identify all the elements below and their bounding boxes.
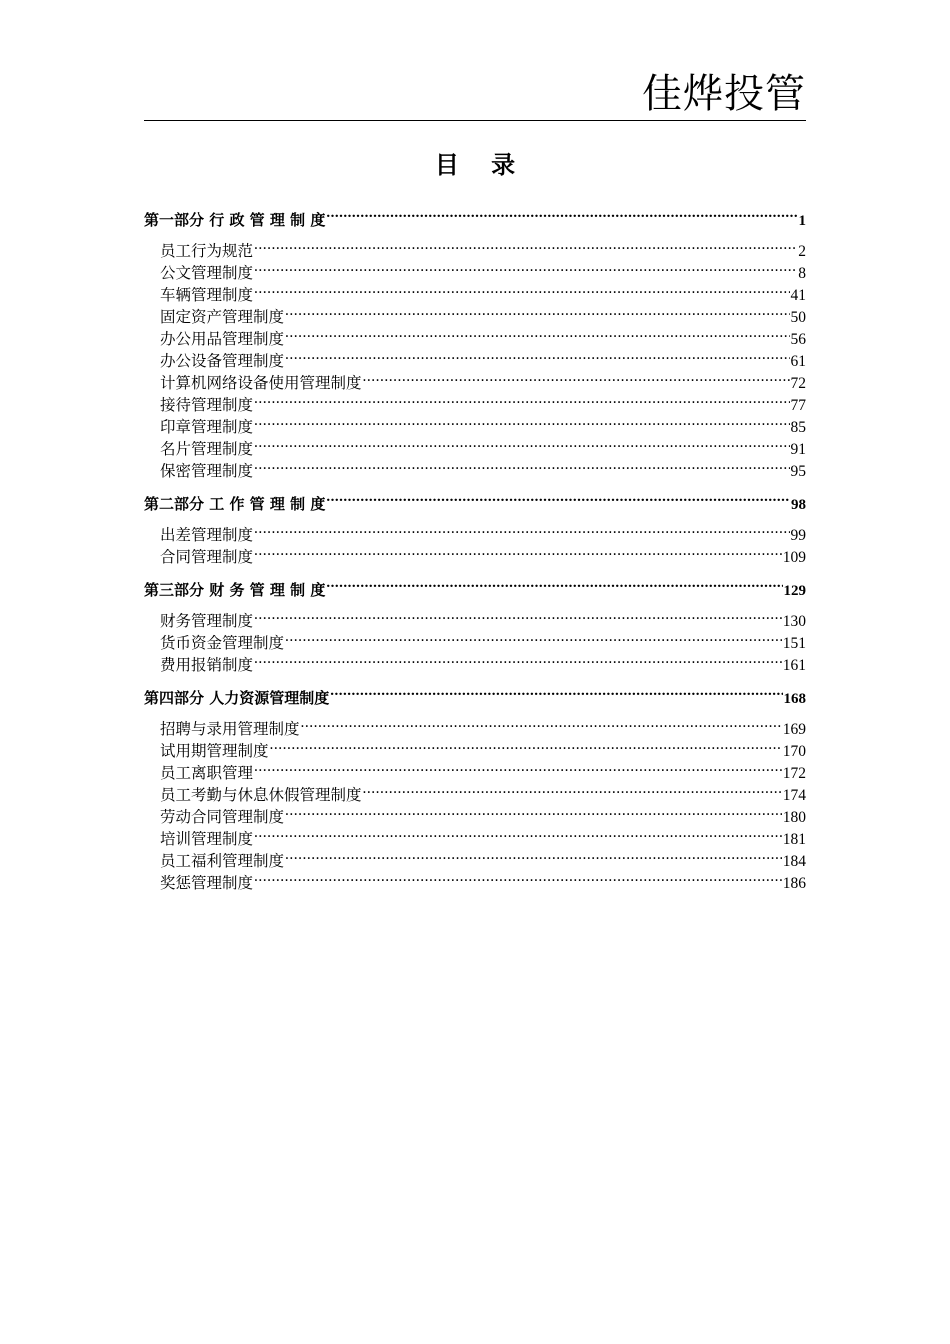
toc-page-number: 1 — [798, 213, 806, 229]
dot-leader — [254, 285, 789, 301]
toc-part-label: 第四部分 人力资源管理制度 — [144, 689, 330, 707]
toc-page-number: 172 — [782, 765, 806, 782]
toc-entry[interactable] — [144, 328, 806, 350]
toc-page-number: 180 — [782, 809, 806, 826]
toc-entry-label: 印章管理制度 — [160, 418, 254, 436]
toc-page-number: 2 — [798, 243, 806, 260]
toc-page-number: 181 — [782, 831, 806, 848]
toc-entry-label: 货币资金管理制度 — [160, 634, 285, 652]
toc-entry[interactable] — [144, 850, 806, 872]
toc-page-number: 56 — [790, 331, 806, 348]
toc-page-number: 85 — [790, 419, 806, 436]
toc-page-number: 61 — [790, 353, 806, 370]
toc-entry[interactable] — [144, 394, 806, 416]
dot-leader — [285, 633, 782, 649]
toc-part-heading[interactable] — [144, 492, 806, 516]
dot-leader — [326, 494, 790, 509]
toc-entry-label: 员工福利管理制度 — [160, 852, 285, 870]
toc-page-number: 98 — [791, 497, 806, 513]
toc-entry-label: 费用报销制度 — [160, 656, 254, 674]
toc-entry-label: 公文管理制度 — [160, 264, 254, 282]
toc-entry[interactable] — [144, 872, 806, 894]
toc-page-number: 130 — [782, 613, 806, 630]
dot-leader — [254, 395, 789, 411]
dot-leader — [254, 611, 782, 627]
toc-part-label: 第二部分 工 作 管 理 制 度 — [144, 495, 326, 513]
dot-leader — [285, 351, 789, 367]
toc-entry[interactable] — [144, 762, 806, 784]
toc-entry[interactable] — [144, 654, 806, 676]
dot-leader — [330, 688, 782, 703]
toc-entry-label: 财务管理制度 — [160, 612, 254, 630]
dot-leader — [270, 741, 782, 757]
toc-entry[interactable] — [144, 240, 806, 262]
toc-entry[interactable] — [144, 284, 806, 306]
toc-entry-label: 奖惩管理制度 — [160, 874, 254, 892]
dot-leader — [254, 763, 782, 779]
dot-leader — [285, 807, 782, 823]
dot-leader — [254, 241, 797, 257]
toc-entry-label: 计算机网络设备使用管理制度 — [160, 374, 362, 392]
dot-leader — [326, 580, 782, 595]
toc-entry-label: 试用期管理制度 — [160, 742, 269, 760]
toc-entry[interactable] — [144, 350, 806, 372]
toc-page-number: 99 — [790, 527, 806, 544]
toc-entry[interactable] — [144, 718, 806, 740]
toc-entry-label: 保密管理制度 — [160, 462, 254, 480]
toc-page-number: 8 — [798, 265, 806, 282]
page-header — [144, 68, 806, 121]
toc-entry[interactable] — [144, 740, 806, 762]
toc-page-number: 109 — [782, 549, 806, 566]
dot-leader — [254, 655, 782, 671]
toc-entry[interactable] — [144, 372, 806, 394]
toc-page-number: 170 — [782, 743, 806, 760]
dot-leader — [363, 785, 782, 801]
toc-entry-label: 出差管理制度 — [160, 526, 254, 544]
toc-part-items — [144, 610, 806, 676]
dot-leader — [254, 461, 789, 477]
toc-entry[interactable] — [144, 524, 806, 546]
dot-leader — [254, 525, 789, 541]
toc-entry-label: 固定资产管理制度 — [160, 308, 285, 326]
dot-leader — [254, 829, 782, 845]
toc-entry[interactable] — [144, 416, 806, 438]
toc-entry-label: 合同管理制度 — [160, 548, 254, 566]
toc-entry-label: 员工考勤与休息休假管理制度 — [160, 786, 362, 804]
toc-page-number: 161 — [782, 657, 806, 674]
toc-part-heading[interactable] — [144, 578, 806, 602]
toc-entry[interactable] — [144, 806, 806, 828]
toc-part-items — [144, 524, 806, 568]
company-name: 佳烨投管 — [642, 71, 806, 117]
toc-part-label: 第一部分 行 政 管 理 制 度 — [144, 211, 326, 229]
dot-leader — [254, 547, 782, 563]
toc-page-number: 168 — [783, 691, 806, 707]
toc-entry[interactable] — [144, 784, 806, 806]
dot-leader — [326, 210, 797, 225]
toc-title: 目 录 — [434, 151, 528, 179]
toc-page-number: 91 — [790, 441, 806, 458]
toc-entry[interactable] — [144, 438, 806, 460]
toc-entry[interactable] — [144, 306, 806, 328]
toc-entry[interactable] — [144, 460, 806, 482]
toc-part-heading[interactable] — [144, 208, 806, 232]
toc-part-items — [144, 718, 806, 894]
toc-entry[interactable] — [144, 610, 806, 632]
toc-entry-label: 员工离职管理 — [160, 764, 254, 782]
dot-leader — [254, 873, 782, 889]
toc-entry-label: 办公设备管理制度 — [160, 352, 285, 370]
toc-page-number: 184 — [782, 853, 806, 870]
toc-entry[interactable] — [144, 632, 806, 654]
dot-leader — [254, 417, 789, 433]
toc-part-heading[interactable] — [144, 686, 806, 710]
toc-entry-label: 车辆管理制度 — [160, 286, 254, 304]
toc-part-items — [144, 240, 806, 482]
toc-entry-label: 培训管理制度 — [160, 830, 254, 848]
dot-leader — [254, 263, 797, 279]
toc-page-number: 169 — [782, 721, 806, 738]
toc-entry[interactable] — [144, 828, 806, 850]
dot-leader — [363, 373, 790, 389]
toc-page-number: 50 — [790, 309, 806, 326]
toc-entry-label: 名片管理制度 — [160, 440, 254, 458]
toc-page-number: 151 — [782, 635, 806, 652]
toc-entry-label: 办公用品管理制度 — [160, 330, 285, 348]
toc-entry-label: 劳动合同管理制度 — [160, 808, 285, 826]
toc-entry[interactable] — [144, 546, 806, 568]
toc-page-number: 186 — [782, 875, 806, 892]
toc-entry-label: 员工行为规范 — [160, 242, 254, 260]
toc-page-number: 95 — [790, 463, 806, 480]
toc-page-number: 72 — [790, 375, 806, 392]
toc-page-number: 77 — [790, 397, 806, 414]
toc-page-number: 174 — [782, 787, 806, 804]
toc-entry-label: 招聘与录用管理制度 — [160, 720, 300, 738]
dot-leader — [285, 329, 789, 345]
dot-leader — [254, 439, 789, 455]
toc-part-label: 第三部分 财 务 管 理 制 度 — [144, 581, 326, 599]
dot-leader — [285, 307, 789, 323]
dot-leader — [285, 851, 782, 867]
toc-entry[interactable] — [144, 262, 806, 284]
table-of-contents — [144, 206, 806, 904]
dot-leader — [301, 719, 782, 735]
toc-entry-label: 接待管理制度 — [160, 396, 254, 414]
toc-page-number: 129 — [783, 583, 806, 599]
toc-page-number: 41 — [790, 287, 806, 304]
